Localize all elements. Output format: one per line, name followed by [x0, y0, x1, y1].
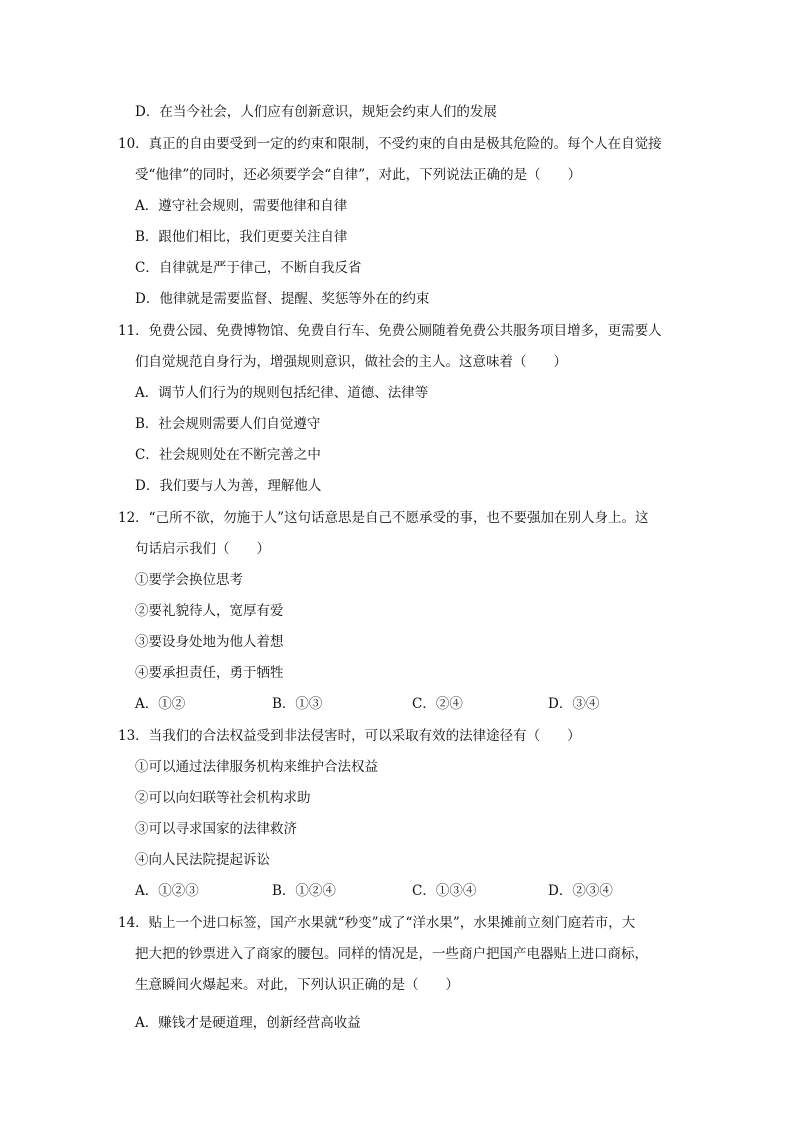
q12-option-b: B．①③: [272, 696, 323, 712]
q13-item-3: ③可以寻求国家的法律救济: [135, 821, 297, 837]
q14-option-a: A．赚钱才是硬道理，创新经营高收益: [135, 1015, 361, 1031]
q13-item-4: ④向人民法院提起诉讼: [135, 852, 270, 868]
q14-stem-line2: 把大把的钞票进入了商家的腰包。同样的情况是，一些商户把国产电器贴上进口商标，: [135, 946, 648, 962]
q11-option-d: D．我们要与人为善，理解他人: [135, 478, 322, 494]
q12-stem-line1: 12．“己所不欲，勿施于人”这句话意思是自己不愿承受的事，也不要强加在别人身上。这: [118, 510, 649, 526]
q10-option-a: A．遵守社会规则，需要他律和自律: [135, 198, 348, 214]
q13-option-c: C．①③④: [412, 883, 477, 899]
q14-stem-line1: 14．贴上一个进口标签，国产水果就“秒变”成了“洋水果”，水果摊前立刻门庭若市，大: [118, 915, 636, 931]
q13-option-b: B．①②④: [272, 883, 336, 899]
q13-option-a: A．①②③: [135, 883, 199, 899]
q12-option-d: D．③④: [548, 696, 600, 712]
q11-option-c: C．社会规则处在不断完善之中: [135, 447, 321, 463]
q13-option-d: D．②③④: [548, 883, 613, 899]
q13-item-1: ①可以通过法律服务机构来维护合法权益: [135, 759, 378, 775]
q10-option-d: D．他律就是需要监督、提醒、奖惩等外在的约束: [135, 291, 430, 307]
q12-item-1: ①要学会换位思考: [135, 572, 243, 588]
q10-option-c: C．自律就是严于律己，不断自我反省: [135, 260, 362, 276]
q14-stem-line3: 生意瞬间火爆起来。对此，下列认识正确的是（ ）: [135, 977, 459, 993]
q9-option-d: D．在当今社会，人们应有创新意识，规矩会约束人们的发展: [135, 104, 497, 120]
q12-option-a: A．①②: [135, 696, 186, 712]
q12-option-c: C．②④: [412, 696, 463, 712]
q12-stem-line2: 句话启示我们（ ）: [135, 541, 270, 557]
q13-stem-line1: 13．当我们的合法权益受到非法侵害时，可以采取有效的法律途径有（ ）: [118, 728, 581, 744]
q11-option-a: A．调节人们行为的规则包括纪律、道德、法律等: [135, 385, 429, 401]
q12-item-2: ②要礼貌待人，宽厚有爱: [135, 603, 284, 619]
q10-option-b: B．跟他们相比，我们更要关注自律: [135, 229, 348, 245]
q13-item-2: ②可以向妇联等社会机构求助: [135, 790, 311, 806]
q11-stem-line2: 们自觉规范自身行为，增强规则意识，做社会的主人。这意味着（ ）: [135, 354, 567, 370]
q11-option-b: B．社会规则需要人们自觉遵守: [135, 416, 321, 432]
q11-stem-line1: 11．免费公园、免费博物馆、免费自行车、免费公厕随着免费公共服务项目增多，更需要人: [118, 323, 662, 339]
q10-stem-line1: 10．真正的自由要受到一定的约束和限制，不受约束的自由是极其危险的。每个人在自觉接: [118, 136, 662, 152]
q12-item-3: ③要设身处地为他人着想: [135, 634, 284, 650]
q10-stem-line2: 受“他律”的同时，还必须要学会“自律”，对此，下列说法正确的是（ ）: [135, 167, 582, 183]
q12-item-4: ④要承担责任，勇于牺牲: [135, 665, 284, 681]
